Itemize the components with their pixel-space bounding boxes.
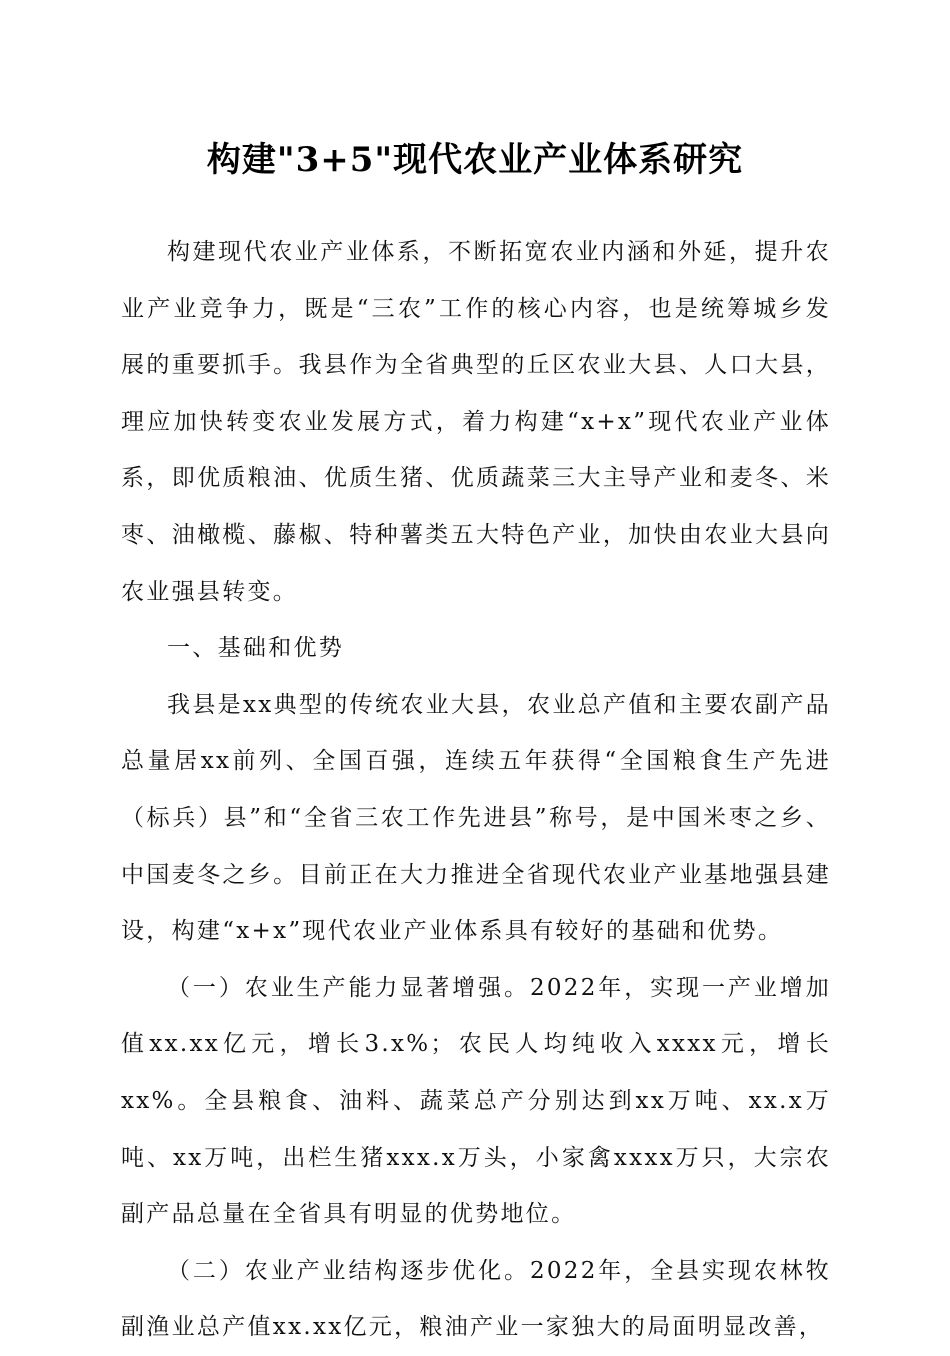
section-heading: 一、基础和优势 — [167, 635, 345, 662]
item-paragraph-1: （一）农业生产能力显著增强。2022年，实现一产业增加值xx.xx亿元，增长3.x%；农民人均纯收入xxxx元，增长xx%。全县粮食、油料、蔬菜总产分别达到xx万吨、xx.x万吨、xx万吨，出栏生猪xxx.x万头，小家禽xxxx万只，大宗农副产品总量在全省具有明显的优势地位。 — [121, 974, 831, 1228]
document-body — [121, 224, 831, 1356]
intro-paragraph: 构建现代农业产业体系，不断拓宽农业内涵和外延，提升农业产业竞争力，既是“三农”工作的核心内容，也是统筹城乡发展的重要抓手。我县作为全省典型的丘区农业大县、人口大县，理应加快转变农业发展方式，着力构建“x+x”现代农业产业体系，即优质粮油、优质生猪、优质蔬菜三大主导产业和麦冬、米枣、油橄榄、藤椒、特种薯类五大特色产业，加快由农业大县向农业强县转变。 — [121, 239, 831, 605]
section-paragraph: 我县是xx典型的传统农业大县，农业总产值和主要农副产品总量居xx前列、全国百强，连续五年获得“全国粮食生产先进（标兵）县”和“全省三农工作先进县”称号，是中国米枣之乡、中国麦冬之乡。目前正在大力推进全省现代农业产业基地强县建设，构建“x+x”现代农业产业体系具有较好的基础和优势。 — [121, 691, 831, 945]
item-paragraph-2: （二）农业产业结构逐步优化。2022年，全县实现农林牧副渔业总产值xx.xx亿元，粮油产业一家独大的局面明显改善， — [121, 1257, 831, 1341]
document-title: 构建"3+5"现代农业产业体系研究 — [206, 140, 744, 180]
